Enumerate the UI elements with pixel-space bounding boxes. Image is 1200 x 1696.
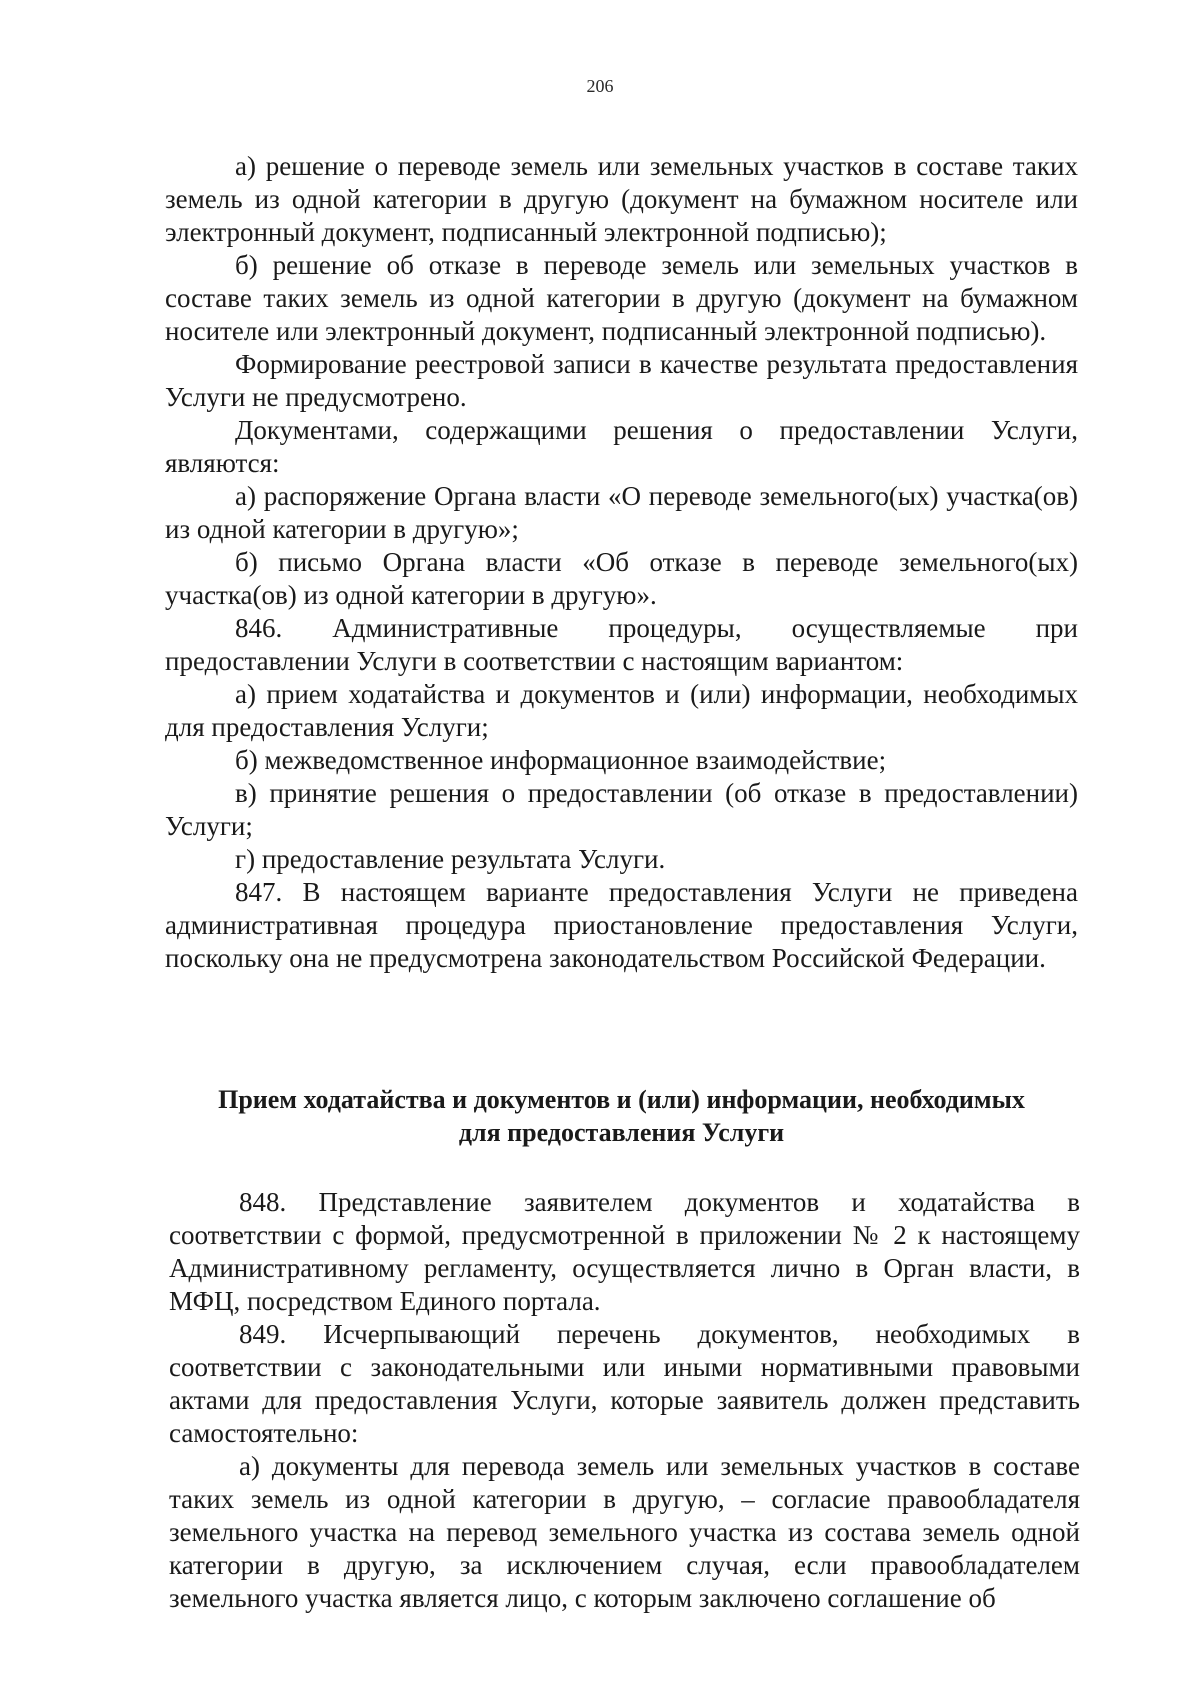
paragraph: 846. Административные процедуры, осуществляемые при предоставлении Услуги в соответствии с настоящим вариантом: (165, 613, 1078, 676)
paragraph: а) документы для перевода земель или земельных участков в составе таких земель из одной категории в другую, – согласие правообладателя земельного участка на перевод земельного участка из состава земель одной категории в другую, за исключением случая, если правообладателем земельного участка является лицо, с которым заключено соглашение об (169, 1451, 1080, 1613)
paragraph: г) предоставление результата Услуги. (235, 844, 666, 874)
section-heading-line: Прием ходатайства и документов и (или) информации, необходимых (218, 1085, 1025, 1114)
section-heading (165, 1083, 1078, 1149)
section-heading-line: для предоставления Услуги (458, 1118, 785, 1147)
paragraph: а) распоряжение Органа власти «О переводе земельного(ых) участка(ов) из одной категории в другую»; (165, 481, 1078, 544)
paragraph: б) письмо Органа власти «Об отказе в переводе земельного(ых) участка(ов) из одной категории в другую». (165, 547, 1078, 610)
paragraph: Документами, содержащими решения о предоставлении Услуги, являются: (165, 415, 1078, 478)
paragraph: 849. Исчерпывающий перечень документов, необходимых в соответствии с законодательными или иными нормативными правовыми актами для предоставления Услуги, которые заявитель должен представить самостоятельно: (169, 1319, 1080, 1448)
paragraph: а) прием ходатайства и документов и (или) информации, необходимых для предоставления Услуги; (165, 679, 1078, 742)
paragraph: в) принятие решения о предоставлении (об отказе в предоставлении) Услуги; (165, 778, 1078, 841)
paragraph: Формирование реестровой записи в качестве результата предоставления Услуги не предусмотрено. (165, 349, 1078, 412)
page-number: 206 (586, 76, 614, 96)
body-text-top (165, 150, 1078, 975)
paragraph: 848. Представление заявителем документов и ходатайства в соответствии с формой, предусмотренной в приложении № 2 к настоящему Административному регламенту, осуществляется лично в Орган власти, в МФЦ, посредством Единого портала. (169, 1187, 1080, 1316)
body-text-bottom (169, 1186, 1080, 1615)
paragraph: а) решение о переводе земель или земельных участков в составе таких земель из одной категории в другую (документ на бумажном носителе или электронный документ, подписанный электронной подписью); (165, 151, 1078, 247)
paragraph: б) межведомственное информационное взаимодействие; (235, 745, 887, 775)
paragraph: б) решение об отказе в переводе земель или земельных участков в составе таких земель из одной категории в другую (документ на бумажном носителе или электронный документ, подписанный электронной подписью). (165, 250, 1078, 346)
paragraph: 847. В настоящем варианте предоставления Услуги не приведена административная процедура приостановление предоставления Услуги, поскольку она не предусмотрена законодательством Российской Федерации. (165, 877, 1078, 973)
